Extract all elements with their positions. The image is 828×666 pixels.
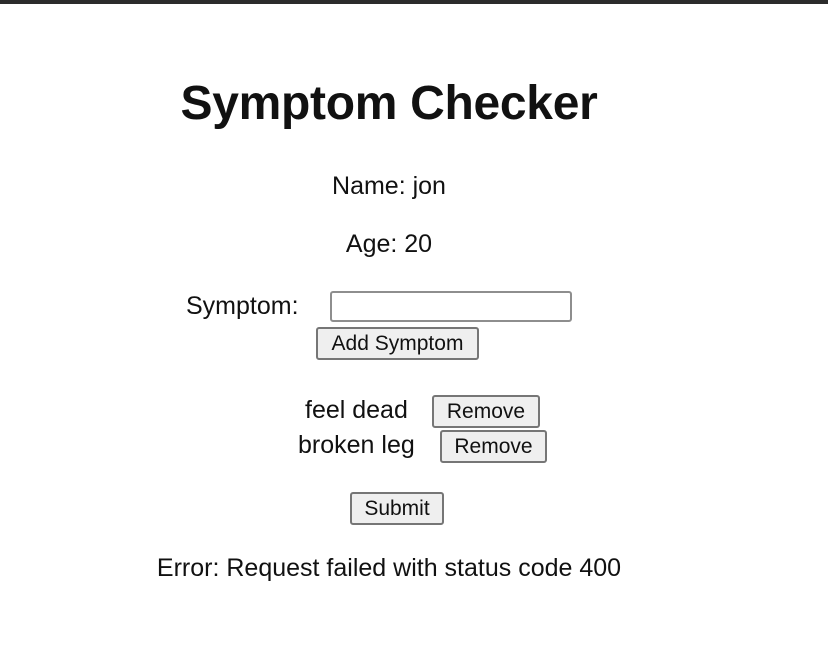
add-symptom-button[interactable]: Add Symptom	[316, 327, 479, 360]
remove-symptom-button[interactable]: Remove	[440, 430, 547, 463]
error-message: Error: Request failed with status code 400	[156, 554, 622, 582]
symptom-input[interactable]	[330, 291, 572, 322]
remove-symptom-button[interactable]: Remove	[432, 395, 540, 428]
page-title: Symptom Checker	[180, 77, 598, 130]
patient-name: Name: jon	[332, 172, 446, 200]
submit-button[interactable]: Submit	[350, 492, 444, 525]
symptom-label: Symptom:	[186, 292, 299, 320]
patient-age: Age: 20	[345, 230, 433, 258]
symptom-list-item	[0, 395, 778, 429]
symptom-text: feel dead	[305, 396, 408, 424]
symptom-list-item	[0, 430, 778, 464]
symptom-text: broken leg	[298, 431, 415, 459]
